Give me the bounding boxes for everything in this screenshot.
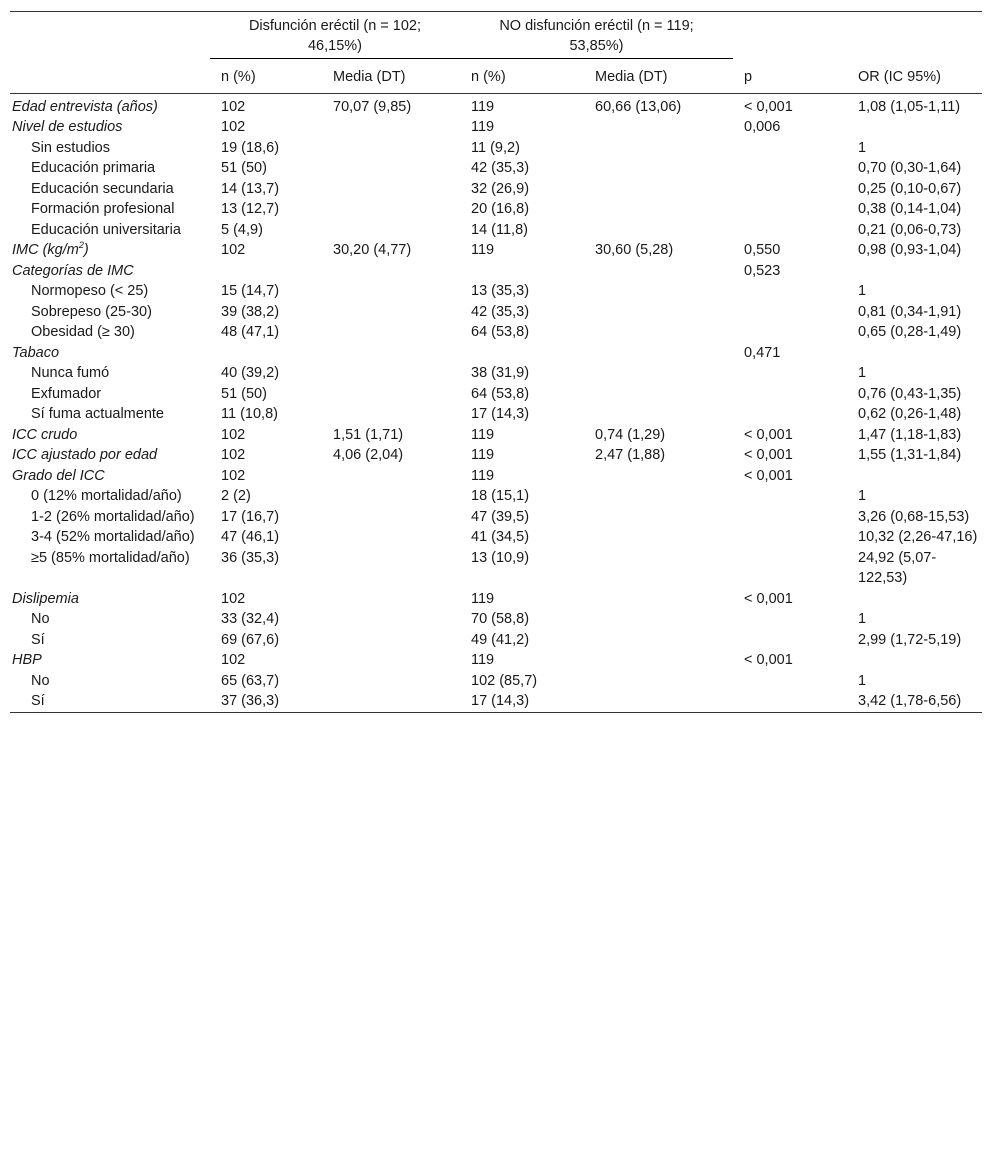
table-row bbox=[10, 486, 982, 507]
cell-p-value bbox=[733, 384, 847, 405]
row-category-label bbox=[10, 650, 210, 671]
cell-n-ed: 51 (50) bbox=[221, 385, 267, 402]
header-blank-cell bbox=[10, 12, 210, 94]
cell-p-value bbox=[733, 158, 847, 179]
col-header-p: p bbox=[744, 68, 753, 85]
cell-p-value bbox=[733, 363, 847, 384]
cell-p-value: < 0,001 bbox=[744, 467, 793, 484]
row-subcategory-label bbox=[10, 363, 210, 384]
row-label-text: Sí bbox=[31, 693, 45, 709]
table-row bbox=[10, 650, 982, 671]
cell-n-no-ed: 32 (26,9) bbox=[471, 180, 530, 197]
cell-mean-ed bbox=[322, 322, 460, 343]
row-subcategory-label bbox=[10, 220, 210, 241]
cell-mean-no-ed bbox=[584, 261, 733, 282]
cell-n-ed: 2 (2) bbox=[221, 488, 251, 504]
cell-odds-ratio bbox=[847, 343, 982, 364]
row-label-text: Nivel de estudios bbox=[12, 119, 123, 135]
cell-mean-no-ed bbox=[584, 343, 733, 364]
row-subcategory-label bbox=[10, 548, 210, 589]
cell-odds-ratio: 1 bbox=[858, 611, 867, 627]
row-label-text: Nunca fumó bbox=[31, 365, 110, 381]
cell-mean-no-ed: 30,60 (5,28) bbox=[595, 242, 674, 258]
cell-mean-no-ed bbox=[584, 486, 733, 507]
cell-mean-ed bbox=[322, 650, 460, 671]
cell-p-value bbox=[733, 527, 847, 548]
cell-mean-ed bbox=[322, 589, 460, 610]
row-label-superscript: 2 bbox=[78, 240, 84, 250]
cell-odds-ratio: 1 bbox=[858, 672, 867, 689]
cell-mean-no-ed bbox=[584, 404, 733, 425]
cell-n-no-ed bbox=[460, 343, 584, 364]
cell-n-no-ed: 119 bbox=[471, 426, 495, 443]
cell-n-no-ed: 119 bbox=[471, 652, 495, 668]
cell-n-no-ed: 14 (11,8) bbox=[471, 221, 528, 238]
cell-n-ed: 14 (13,7) bbox=[221, 180, 280, 197]
cell-mean-no-ed bbox=[584, 199, 733, 220]
row-label-text: 1-2 (26% mortalidad/año) bbox=[31, 508, 195, 525]
cell-mean-ed bbox=[322, 548, 460, 589]
cell-mean-ed bbox=[322, 343, 460, 364]
cell-mean-no-ed bbox=[584, 158, 733, 179]
cell-odds-ratio: 3,26 (0,68-15,53) bbox=[858, 508, 970, 525]
cell-p-value bbox=[733, 220, 847, 241]
row-subcategory-label bbox=[10, 179, 210, 200]
row-label-text: 3-4 (52% mortalidad/año) bbox=[31, 529, 195, 545]
cell-n-no-ed: 119 bbox=[471, 242, 495, 258]
cell-mean-ed bbox=[322, 179, 460, 200]
row-category-label bbox=[10, 445, 210, 466]
cell-n-ed: 17 (16,7) bbox=[221, 508, 280, 525]
cell-odds-ratio: 0,25 (0,10-0,67) bbox=[858, 180, 962, 197]
cell-n-no-ed: 64 (53,8) bbox=[471, 324, 530, 340]
cell-mean-ed bbox=[322, 158, 460, 179]
row-subcategory-label bbox=[10, 384, 210, 405]
row-subcategory-label bbox=[10, 302, 210, 323]
cell-p-value bbox=[733, 609, 847, 630]
table-row bbox=[10, 343, 982, 364]
cell-mean-ed: 4,06 (2,04) bbox=[333, 447, 404, 463]
cell-odds-ratio: 0,21 (0,06-0,73) bbox=[858, 221, 962, 238]
cell-mean-no-ed bbox=[584, 322, 733, 343]
cell-n-ed bbox=[210, 343, 322, 364]
row-label-text: Sí bbox=[31, 631, 45, 648]
row-label-text: Educación universitaria bbox=[31, 221, 181, 238]
cell-n-ed: 37 (36,3) bbox=[221, 693, 280, 709]
cell-odds-ratio bbox=[847, 650, 982, 671]
row-label-text: Exfumador bbox=[31, 385, 102, 402]
cell-n-ed: 13 (12,7) bbox=[221, 201, 280, 217]
cell-mean-no-ed bbox=[584, 384, 733, 405]
cell-odds-ratio: 0,70 (0,30-1,64) bbox=[858, 160, 962, 176]
cell-n-no-ed: 20 (16,8) bbox=[471, 201, 530, 217]
cell-mean-no-ed: 60,66 (13,06) bbox=[595, 98, 682, 115]
table-body bbox=[10, 93, 982, 712]
table-header bbox=[10, 12, 982, 94]
cell-p-value: < 0,001 bbox=[744, 447, 793, 463]
cell-mean-no-ed bbox=[584, 691, 733, 712]
cell-n-ed: 102 bbox=[221, 119, 246, 135]
table-row bbox=[10, 548, 982, 589]
cell-n-ed: 102 bbox=[221, 242, 246, 258]
header-blank-right bbox=[733, 12, 982, 59]
row-label-text: Obesidad (≥ 30) bbox=[31, 324, 135, 340]
table-row bbox=[10, 445, 982, 466]
cell-p-value bbox=[733, 630, 847, 651]
table-row bbox=[10, 281, 982, 302]
col-header-or: OR (IC 95%) bbox=[858, 68, 941, 85]
cell-n-no-ed: 13 (10,9) bbox=[471, 549, 530, 566]
cell-p-value: 0,006 bbox=[744, 119, 781, 135]
table-row bbox=[10, 671, 982, 692]
row-label-text: Normopeso (< 25) bbox=[31, 283, 149, 299]
cell-odds-ratio: 1 bbox=[858, 139, 867, 156]
cell-mean-ed bbox=[322, 404, 460, 425]
row-label-text: Categorías de IMC bbox=[12, 262, 134, 279]
row-subcategory-label bbox=[10, 671, 210, 692]
cell-mean-no-ed bbox=[584, 650, 733, 671]
cell-mean-ed bbox=[322, 261, 460, 282]
row-label-text: Dislipemia bbox=[12, 590, 79, 607]
table-row bbox=[10, 589, 982, 610]
cell-mean-no-ed bbox=[584, 302, 733, 323]
cell-p-value: 0,550 bbox=[744, 242, 781, 258]
cell-n-ed: 102 bbox=[221, 590, 246, 607]
cell-mean-ed bbox=[322, 609, 460, 630]
row-label-text: Sin estudios bbox=[31, 139, 110, 156]
cell-mean-no-ed bbox=[584, 220, 733, 241]
cell-p-value bbox=[733, 486, 847, 507]
cell-n-ed: 48 (47,1) bbox=[221, 324, 280, 340]
row-subcategory-label bbox=[10, 630, 210, 651]
cell-n-ed: 65 (63,7) bbox=[221, 672, 280, 689]
row-label-text: Grado del ICC bbox=[12, 467, 105, 484]
row-label-suffix: ) bbox=[83, 242, 89, 258]
table-row bbox=[10, 117, 982, 138]
cell-odds-ratio: 0,98 (0,93-1,04) bbox=[858, 242, 962, 258]
row-category-label bbox=[10, 240, 210, 261]
cell-mean-ed bbox=[322, 507, 460, 528]
cell-odds-ratio: 1 bbox=[858, 488, 867, 504]
cell-mean-no-ed bbox=[584, 548, 733, 589]
row-category-label bbox=[10, 425, 210, 446]
col-header-n1: n (%) bbox=[210, 59, 322, 94]
table-row bbox=[10, 404, 982, 425]
col-header-mean2: Media (DT) bbox=[584, 59, 733, 94]
cell-mean-no-ed bbox=[584, 630, 733, 651]
cell-odds-ratio: 2,99 (1,72-5,19) bbox=[858, 631, 962, 648]
cell-n-no-ed: 119 bbox=[471, 98, 495, 115]
cell-mean-ed bbox=[322, 527, 460, 548]
cell-p-value bbox=[733, 548, 847, 589]
cell-odds-ratio: 1 bbox=[858, 283, 867, 299]
group-header-no-ed: NO disfunción eréctil (n = 119; 53,85%) bbox=[499, 18, 694, 54]
row-category-label bbox=[10, 466, 210, 487]
row-category-label bbox=[10, 589, 210, 610]
results-table-container bbox=[10, 11, 982, 713]
cell-p-value bbox=[733, 404, 847, 425]
cell-p-value: < 0,001 bbox=[744, 652, 793, 668]
cell-mean-no-ed bbox=[584, 527, 733, 548]
row-category-label bbox=[10, 117, 210, 138]
row-label-text: Sobrepeso (25-30) bbox=[31, 303, 152, 320]
cell-n-ed: 51 (50) bbox=[221, 160, 267, 176]
row-subcategory-label bbox=[10, 404, 210, 425]
table-row bbox=[10, 302, 982, 323]
cell-mean-ed bbox=[322, 363, 460, 384]
cell-p-value bbox=[733, 691, 847, 712]
table-row bbox=[10, 220, 982, 241]
cell-n-ed: 47 (46,1) bbox=[221, 529, 280, 545]
row-label-text: IMC (kg/m bbox=[12, 242, 79, 258]
table-row bbox=[10, 527, 982, 548]
row-category-label bbox=[10, 261, 210, 282]
row-label-text: Edad entrevista (años) bbox=[12, 98, 158, 115]
cell-odds-ratio: 1 bbox=[858, 365, 867, 381]
table-row bbox=[10, 158, 982, 179]
cell-n-ed: 69 (67,6) bbox=[221, 631, 280, 648]
table-row bbox=[10, 466, 982, 487]
cell-n-no-ed: 119 bbox=[471, 447, 495, 463]
row-subcategory-label bbox=[10, 138, 210, 159]
cell-mean-ed bbox=[322, 384, 460, 405]
row-subcategory-label bbox=[10, 158, 210, 179]
cell-n-ed: 19 (18,6) bbox=[221, 139, 280, 156]
cell-n-no-ed: 11 (9,2) bbox=[471, 139, 520, 156]
cell-odds-ratio: 10,32 (2,26-47,16) bbox=[858, 529, 978, 545]
results-table bbox=[10, 11, 982, 713]
table-row bbox=[10, 630, 982, 651]
cell-odds-ratio: 24,92 (5,07-122,53) bbox=[858, 549, 937, 586]
row-subcategory-label bbox=[10, 199, 210, 220]
cell-p-value: < 0,001 bbox=[744, 426, 793, 443]
row-subcategory-label bbox=[10, 609, 210, 630]
cell-n-no-ed: 102 (85,7) bbox=[471, 672, 538, 689]
cell-p-value bbox=[733, 302, 847, 323]
row-label-text: Formación profesional bbox=[31, 201, 175, 217]
row-label-text: 0 (12% mortalidad/año) bbox=[31, 488, 182, 504]
cell-p-value: < 0,001 bbox=[744, 590, 793, 607]
table-row bbox=[10, 93, 982, 117]
row-subcategory-label bbox=[10, 322, 210, 343]
table-row bbox=[10, 240, 982, 261]
cell-mean-ed bbox=[322, 281, 460, 302]
cell-p-value bbox=[733, 322, 847, 343]
cell-n-no-ed: 17 (14,3) bbox=[471, 406, 530, 422]
row-category-label bbox=[10, 93, 210, 117]
cell-p-value bbox=[733, 138, 847, 159]
row-subcategory-label bbox=[10, 527, 210, 548]
cell-odds-ratio bbox=[847, 261, 982, 282]
cell-n-ed: 102 bbox=[221, 467, 246, 484]
cell-p-value: 0,471 bbox=[744, 344, 781, 361]
table-row bbox=[10, 179, 982, 200]
cell-mean-ed bbox=[322, 671, 460, 692]
cell-p-value: 0,523 bbox=[744, 262, 781, 279]
cell-p-value bbox=[733, 179, 847, 200]
cell-n-no-ed bbox=[460, 261, 584, 282]
cell-mean-no-ed bbox=[584, 179, 733, 200]
cell-odds-ratio: 0,38 (0,14-1,04) bbox=[858, 201, 962, 217]
cell-mean-no-ed bbox=[584, 117, 733, 138]
cell-n-no-ed: 38 (31,9) bbox=[471, 365, 530, 381]
cell-odds-ratio: 1,47 (1,18-1,83) bbox=[858, 426, 962, 443]
cell-odds-ratio: 0,62 (0,26-1,48) bbox=[858, 406, 962, 422]
row-category-label bbox=[10, 343, 210, 364]
cell-mean-no-ed bbox=[584, 609, 733, 630]
table-row bbox=[10, 261, 982, 282]
cell-n-ed: 102 bbox=[221, 98, 246, 115]
table-row bbox=[10, 384, 982, 405]
table-row bbox=[10, 609, 982, 630]
cell-n-no-ed: 119 bbox=[471, 590, 495, 607]
row-label-text: ICC crudo bbox=[12, 426, 78, 443]
cell-n-ed: 40 (39,2) bbox=[221, 365, 280, 381]
cell-mean-no-ed bbox=[584, 466, 733, 487]
table-row bbox=[10, 363, 982, 384]
cell-n-no-ed: 119 bbox=[471, 467, 495, 484]
cell-mean-no-ed bbox=[584, 363, 733, 384]
cell-n-ed: 36 (35,3) bbox=[221, 549, 280, 566]
table-row bbox=[10, 425, 982, 446]
cell-n-no-ed: 17 (14,3) bbox=[471, 693, 530, 709]
table-row bbox=[10, 691, 982, 712]
cell-mean-ed bbox=[322, 117, 460, 138]
row-label-text: ≥5 (85% mortalidad/año) bbox=[31, 549, 190, 566]
cell-n-ed: 102 bbox=[221, 426, 246, 443]
cell-mean-ed bbox=[322, 220, 460, 241]
cell-n-no-ed: 42 (35,3) bbox=[471, 160, 530, 176]
cell-odds-ratio: 1,55 (1,31-1,84) bbox=[858, 447, 962, 463]
cell-p-value: < 0,001 bbox=[744, 98, 793, 115]
row-label-text: Educación primaria bbox=[31, 160, 156, 176]
row-subcategory-label bbox=[10, 486, 210, 507]
cell-n-no-ed: 64 (53,8) bbox=[471, 385, 530, 402]
cell-mean-ed: 70,07 (9,85) bbox=[333, 98, 412, 115]
cell-mean-no-ed: 2,47 (1,88) bbox=[595, 447, 666, 463]
cell-n-no-ed: 41 (34,5) bbox=[471, 529, 530, 545]
col-header-n2: n (%) bbox=[460, 59, 584, 94]
row-label-text: HBP bbox=[12, 652, 42, 668]
row-subcategory-label bbox=[10, 281, 210, 302]
cell-n-ed: 15 (14,7) bbox=[221, 283, 280, 299]
cell-n-no-ed: 42 (35,3) bbox=[471, 303, 530, 320]
cell-n-ed: 33 (32,4) bbox=[221, 611, 280, 627]
row-label-text: Sí fuma actualmente bbox=[31, 406, 164, 422]
cell-mean-no-ed bbox=[584, 507, 733, 528]
cell-p-value bbox=[733, 671, 847, 692]
cell-mean-ed bbox=[322, 199, 460, 220]
cell-n-ed: 39 (38,2) bbox=[221, 303, 280, 320]
cell-p-value bbox=[733, 507, 847, 528]
group-header-ed: Disfunción eréctil (n = 102; 46,15%) bbox=[248, 18, 422, 54]
cell-n-no-ed: 70 (58,8) bbox=[471, 611, 530, 627]
table-row bbox=[10, 138, 982, 159]
cell-mean-no-ed: 0,74 (1,29) bbox=[595, 426, 666, 443]
cell-n-ed bbox=[210, 261, 322, 282]
cell-odds-ratio: 0,76 (0,43-1,35) bbox=[858, 385, 962, 402]
cell-p-value bbox=[733, 281, 847, 302]
cell-odds-ratio bbox=[847, 117, 982, 138]
cell-mean-ed bbox=[322, 138, 460, 159]
cell-n-no-ed: 49 (41,2) bbox=[471, 631, 530, 648]
table-row bbox=[10, 199, 982, 220]
row-label-text: ICC ajustado por edad bbox=[12, 447, 158, 463]
cell-mean-ed bbox=[322, 466, 460, 487]
cell-n-ed: 102 bbox=[221, 652, 246, 668]
row-subcategory-label bbox=[10, 507, 210, 528]
row-label-text: Tabaco bbox=[12, 344, 60, 361]
table-row bbox=[10, 322, 982, 343]
row-subcategory-label bbox=[10, 691, 210, 712]
cell-mean-ed bbox=[322, 486, 460, 507]
col-header-mean1: Media (DT) bbox=[322, 59, 460, 94]
cell-odds-ratio: 0,65 (0,28-1,49) bbox=[858, 324, 962, 340]
cell-n-ed: 11 (10,8) bbox=[221, 406, 278, 422]
cell-p-value bbox=[733, 199, 847, 220]
cell-mean-no-ed bbox=[584, 589, 733, 610]
cell-mean-ed bbox=[322, 630, 460, 651]
cell-odds-ratio bbox=[847, 466, 982, 487]
cell-mean-ed bbox=[322, 302, 460, 323]
cell-mean-ed bbox=[322, 691, 460, 712]
cell-odds-ratio: 1,08 (1,05-1,11) bbox=[858, 98, 961, 115]
cell-n-no-ed: 13 (35,3) bbox=[471, 283, 530, 299]
cell-n-no-ed: 47 (39,5) bbox=[471, 508, 530, 525]
cell-odds-ratio: 3,42 (1,78-6,56) bbox=[858, 693, 962, 709]
cell-n-ed: 102 bbox=[221, 447, 246, 463]
row-label-text: No bbox=[31, 672, 50, 689]
cell-mean-ed: 30,20 (4,77) bbox=[333, 242, 412, 258]
cell-n-no-ed: 119 bbox=[471, 119, 495, 135]
cell-mean-no-ed bbox=[584, 138, 733, 159]
cell-n-no-ed: 18 (15,1) bbox=[471, 488, 530, 504]
cell-odds-ratio bbox=[847, 589, 982, 610]
cell-odds-ratio: 0,81 (0,34-1,91) bbox=[858, 303, 962, 320]
table-row bbox=[10, 507, 982, 528]
cell-mean-no-ed bbox=[584, 281, 733, 302]
cell-mean-no-ed bbox=[584, 671, 733, 692]
row-label-text: No bbox=[31, 611, 50, 627]
cell-n-ed: 5 (4,9) bbox=[221, 221, 263, 238]
row-label-text: Educación secundaria bbox=[31, 180, 174, 197]
cell-mean-ed: 1,51 (1,71) bbox=[333, 426, 404, 443]
